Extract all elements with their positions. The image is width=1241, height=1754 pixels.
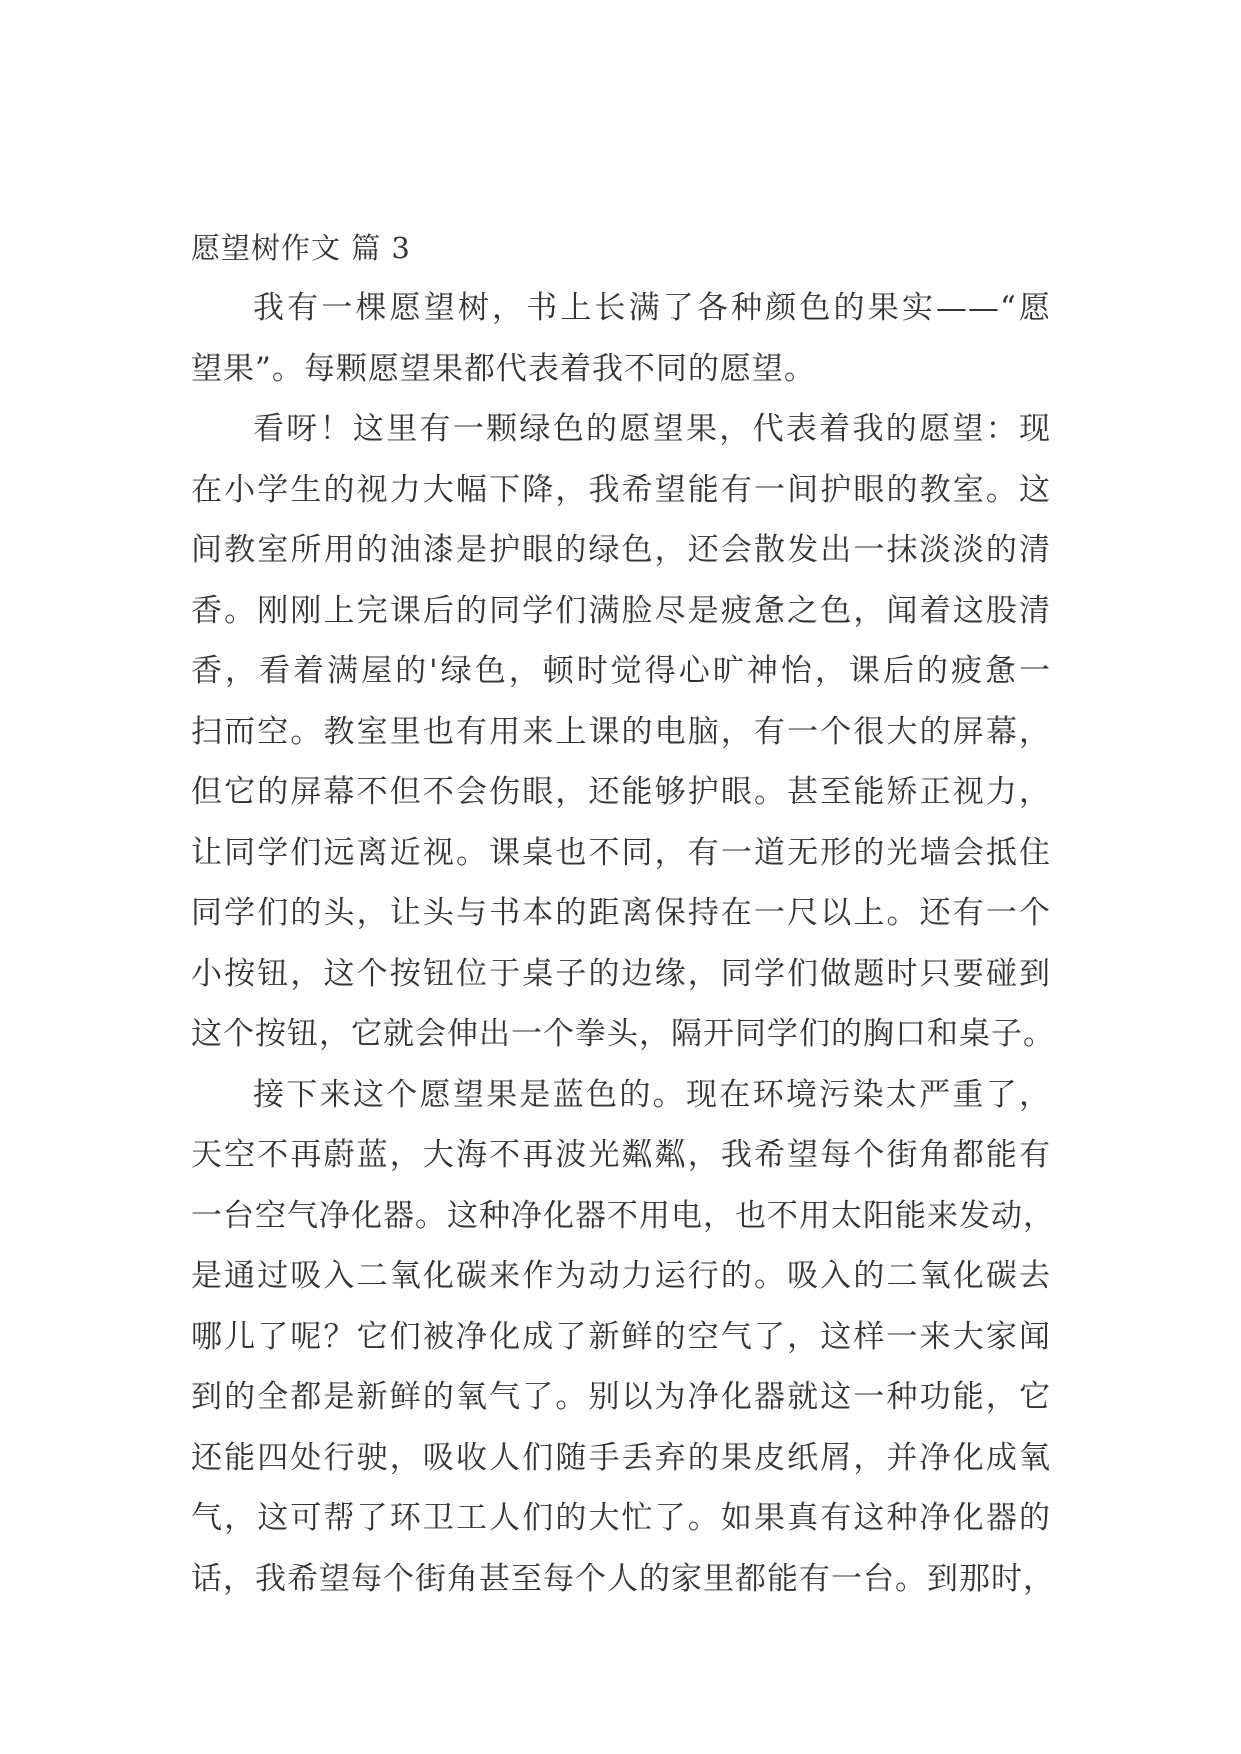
text-line: 是通过吸入二氧化碳来作为动力运行的。吸入的二氧化碳去 bbox=[191, 1258, 1051, 1294]
text-line: 天空不再蔚蓝，大海不再波光粼粼，我希望每个街角都能有 bbox=[191, 1137, 1051, 1173]
text-line: 香，看着满屋的'绿色，顿时觉得心旷神怡，课后的疲惫一 bbox=[191, 653, 1051, 689]
paragraph-3 bbox=[191, 1065, 1055, 1610]
text-line: 望果”。每颗愿望果都代表着我不同的愿望。 bbox=[191, 350, 816, 387]
paragraph-2 bbox=[191, 399, 1055, 1065]
text-line: 一台空气净化器。这种净化器不用电，也不用太阳能来发动， bbox=[191, 1197, 1055, 1234]
text-line: 同学们的头，让头与书本的距离保持在一尺以上。还有一个 bbox=[191, 895, 1051, 931]
text-line: 气，这可帮了环卫工人们的大忙了。如果真有这种净化器的 bbox=[191, 1500, 1051, 1536]
text-line: 到的全都是新鲜的氧气了。别以为净化器就这一种功能，它 bbox=[191, 1379, 1051, 1415]
text-line: 我有一棵愿望树，书上长满了各种颜色的果实——“愿 bbox=[253, 290, 1051, 326]
text-line: 还能四处行驶，吸收人们随手丢弃的果皮纸屑，并净化成氧 bbox=[191, 1439, 1051, 1476]
text-line: 看呀！这里有一颗绿色的愿望果，代表着我的愿望：现 bbox=[253, 411, 1051, 447]
text-line: 接下来这个愿望果是蓝色的。现在环境污染太严重了， bbox=[253, 1076, 1051, 1113]
text-line: 在小学生的视力大幅下降，我希望能有一间护眼的教室。这 bbox=[191, 471, 1051, 508]
text-line: 小按钮，这个按钮位于桌子的边缘，同学们做题时只要碰到 bbox=[191, 955, 1051, 992]
text-line: 香。刚刚上完课后的同学们满脸尽是疲惫之色，闻着这股清 bbox=[191, 592, 1051, 629]
text-line: 这个按钮，它就会伸出一个拳头，隔开同学们的胸口和桌子。 bbox=[191, 1016, 1055, 1052]
text-line: 哪儿了呢？它们被净化成了新鲜的空气了，这样一来大家闻 bbox=[191, 1318, 1051, 1355]
paragraph-1 bbox=[191, 278, 1051, 399]
text-line: 间教室所用的油漆是护眼的绿色，还会散发出一抹淡淡的清 bbox=[191, 532, 1051, 568]
essay-title: 愿望树作文 篇 3 bbox=[191, 231, 411, 265]
text-line: 扫而空。教室里也有用来上课的电脑，有一个很大的屏幕， bbox=[191, 713, 1051, 750]
text-line: 但它的屏幕不但不会伤眼，还能够护眼。甚至能矫正视力， bbox=[191, 774, 1051, 810]
text-line: 让同学们远离近视。课桌也不同，有一道无形的光墙会抵住 bbox=[191, 834, 1051, 871]
document-body bbox=[191, 218, 1055, 1609]
text-line: 话，我希望每个街角甚至每个人的家里都能有一台。到那时， bbox=[191, 1560, 1055, 1597]
